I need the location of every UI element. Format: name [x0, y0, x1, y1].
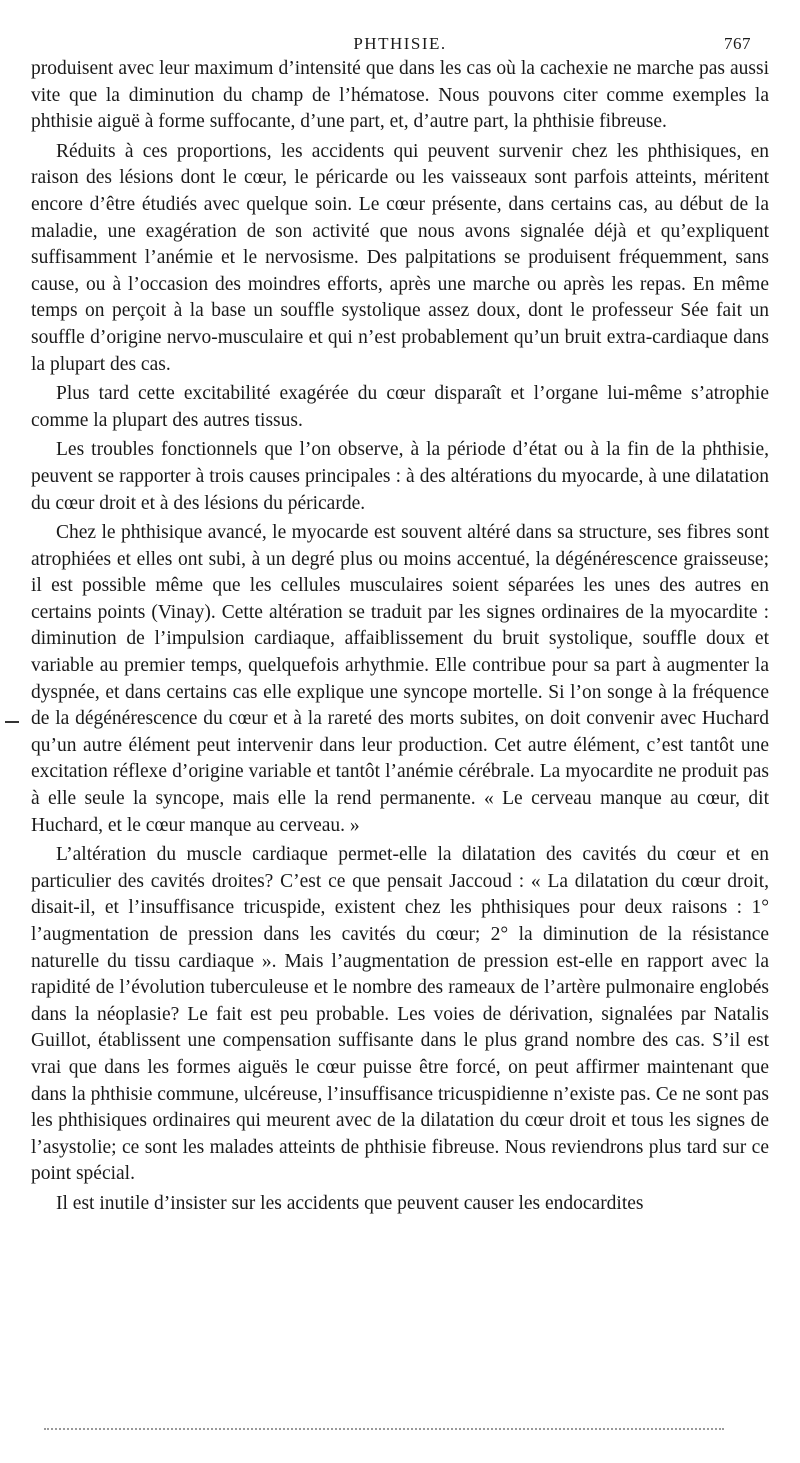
- bleed-through-rule: [44, 1428, 724, 1430]
- paragraph: Plus tard cette excitabilité exagérée du cœur disparaît et l’organe lui-même s’atrophie comme la plupart des autres tissus.: [31, 383, 769, 431]
- body-text: [31, 56, 769, 1218]
- book-page: [31, 34, 769, 1221]
- paragraph: Réduits à ces proportions, les accidents qui peuvent survenir chez les phthisiques, en raison des lésions dont le cœur, le péricarde ou les vaisseaux sont parfois atteints, méritent encore d’être étudiés avec quelque soin. Le cœur présente, dans certains cas, au début de la maladie, une exagération de son activité que nous avons signalée déjà et qu’expliquent suffisamment l’anémie et le nervosisme. Des palpitations se produisent fréquemment, sans cause, ou à l’occasion des moindres efforts, après une marche ou après les repas. En même temps on perçoit à la base un souffle systolique assez doux, dont le professeur Sée fait un souffle d’origine nervo-musculaire et qui n’est probablement qu’un bruit extra-cardiaque dans la plupart des cas.: [31, 140, 769, 375]
- running-title: PHTHISIE.: [353, 34, 447, 53]
- paragraph-last: Il est inutile d’insister sur les accidents que peuvent causer les endocardites: [56, 1192, 644, 1214]
- paragraph: Les troubles fonctionnels que l’on observe, à la période d’état ou à la fin de la phthisie, peuvent se rapporter à trois causes principales : à des altérations du myocarde, à une dilatation du cœur droit et à des lésions du péricarde.: [31, 439, 769, 514]
- page-number: 767: [724, 34, 751, 53]
- paragraph-continuation: produisent avec leur maximum d’intensité que dans les cas où la cachexie ne marche pas aussi vite que la diminution du champ de l’hématose. Nous pouvons citer comme exemples la phthisie aiguë à forme suffocante, d’une part, et, d’autre part, la phthisie fibreuse.: [31, 58, 769, 133]
- margin-mark: [5, 721, 19, 723]
- paragraph: L’altération du muscle cardiaque permet-elle la dilatation des cavités du cœur et en particulier des cavités droites? C’est ce que pensait Jaccoud : « La dilatation du cœur droit, disait-il, et l’insuffisance tricuspide, existent chez les phthisiques pour deux raisons : 1° l’augmentation de pression dans les cavités du cœur; 2° la diminution de la résistance naturelle du tissu cardiaque ». Mais l’augmentation de pression est-elle en rapport avec la rapidité de l’évolution tuberculeuse et le nombre des rameaux de l’artère pulmonaire englobés dans la néoplasie? Le fait est peu probable. Les voies de dérivation, signalées par Natalis Guillot, établissent une compensation suffisante dans le plus grand nombre des cas. S’il est vrai que dans les formes aiguës le cœur puisse être forcé, on peut affirmer maintenant que dans la phthisie commune, ulcéreuse, l’insuffisance tricuspidienne n’existe pas. Ce ne sont pas les phthisiques ordinaires qui meurent avec de la dilatation du cœur droit et tous les signes de l’asystolie; ce sont les malades atteints de phthisie fibreuse. Nous reviendrons plus tard sur ce point spécial.: [31, 844, 769, 1185]
- running-head: [31, 34, 769, 56]
- paragraph: Chez le phthisique avancé, le myocarde est souvent altéré dans sa structure, ses fibres sont atrophiées et elles ont subi, à un degré plus ou moins accentué, la dégénérescence graisseuse; il est possible même que les cellules musculaires soient séparées les unes des autres en certains points (Vinay). Cette altération se traduit par les signes ordinaires de la myocardite : diminution de l’impulsion cardiaque, affaiblissement du bruit systolique, souffle doux et variable au premier temps, quelquefois arhythmie. Elle contribue pour sa part à augmenter la dyspnée, et dans certains cas elle explique une syncope mortelle. Si l’on songe à la fréquence de la dégénérescence du cœur et à la rareté des morts subites, on doit convenir avec Huchard qu’un autre élément peut intervenir dans leur production. Cet autre élément, c’est tantôt une excitation réflexe d’origine variable et tantôt l’anémie cérébrale. La myocardite ne produit pas à elle seule la syncope, mais elle la rend permanente. « Le cerveau manque au cœur, dit Huchard, et le cœur manque au cerveau. »: [31, 522, 769, 836]
